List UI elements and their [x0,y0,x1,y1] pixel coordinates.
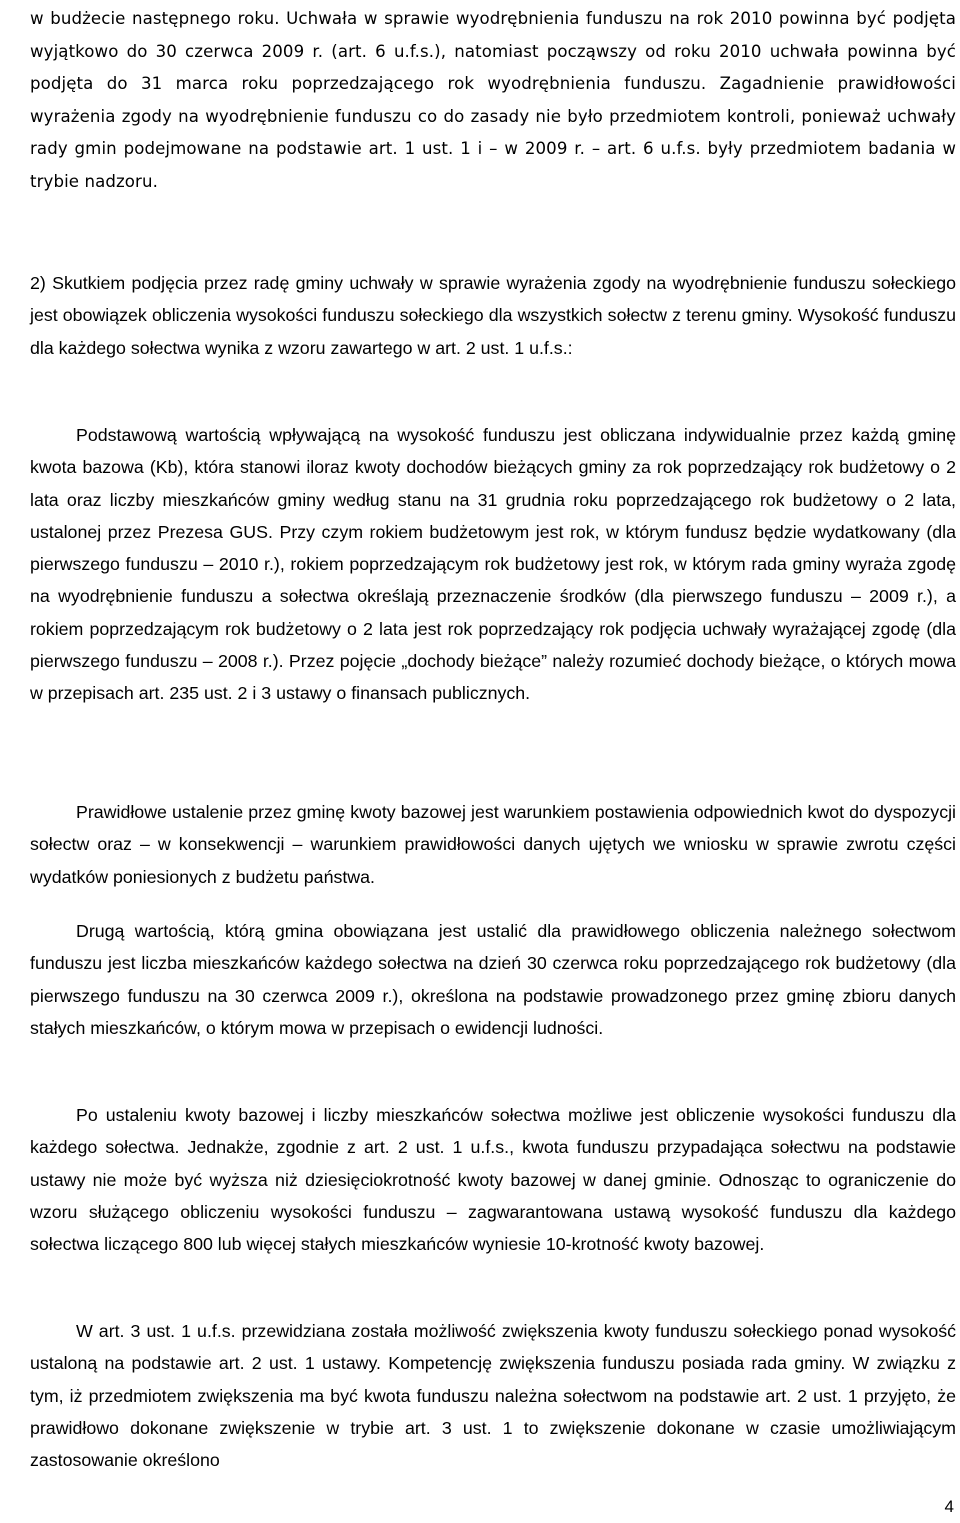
paragraph-residents-count: Drugą wartością, którą gmina obowiązana jest ustalić dla prawidłowego obliczenia należnego sołectwom funduszu jest liczba mieszkańców każdego sołectwa na dzień 30 czerwca roku poprzedzającego rok budżetowy (dla pierwszego funduszu na 30 czerwca 2009 r.), określona na podstawie prowadzonego przez gminę zbioru danych stałych mieszkańców, o którym mowa w przepisach o ewidencji ludności. [30,921,956,1038]
paragraph-fund-calculation: Po ustaleniu kwoty bazowej i liczby mieszkańców sołectwa możliwe jest obliczenie wysokości funduszu dla każdego sołectwa. Jednakże, zgodnie z art. 2 ust. 1 u.f.s., kwota funduszu przypadająca sołectwu na podstawie ustawy nie może być wyższa niż dziesięciokrotność kwoty bazowej w danej gminie. Odnosząc to ograniczenie do wzoru służącego obliczeniu wysokości funduszu – zagwarantowana ustawą wysokość funduszu dla każdego sołectwa liczącego 800 lub więcej stałych mieszkańców wyniesie 10-krotność kwoty bazowej. [30,1105,956,1255]
paragraph-section-2: 2) Skutkiem podjęcia przez radę gminy uchwały w sprawie wyrażenia zgody na wyodrębnienie funduszu sołeckiego jest obowiązek obliczenia wysokości funduszu sołeckiego dla wszystkich sołectw z terenu gminy. Wysokość funduszu dla każdego sołectwa wynika z wzoru zawartego w art. 2 ust. 1 u.f.s.: [30,273,956,358]
paragraph-fund-increase: W art. 3 ust. 1 u.f.s. przewidziana została możliwość zwiększenia kwoty funduszu sołeckiego ponad wysokość ustaloną na podstawie art. 2 ust. 1 ustawy. Kompetencję zwiększenia funduszu posiada rada gminy. W związku z tym, iż przedmiotem zwiększenia ma być kwota funduszu należna sołectwom na podstawie art. 2 ust. 1 przyjęto, że prawidłowo dokonane zwiększenie w trybie art. 3 ust. 1 to zwiększenie dokonane w czasie umożliwiającym zastosowanie określono [30,1321,956,1471]
paragraph-base-amount: Podstawową wartością wpływającą na wysokość funduszu jest obliczana indywidualnie przez każdą gminę kwota bazowa (Kb), która stanowi iloraz kwoty dochodów bieżących gminy za rok poprzedzający rok budżetowy o 2 lata oraz liczby mieszkańców gminy według stanu na 31 grudnia roku poprzedzającego rok budżetowy o 2 lata, ustalonej przez Prezesa GUS. Przy czym rokiem budżetowym jest rok, w którym fundusz będzie wydatkowany (dla pierwszego funduszu – 2010 r.), rokiem poprzedzającym rok budżetowy jest rok, w którym rada gminy wyraża zgodę na wyodrębnienie funduszu a sołectwa określają przeznaczenie środków (dla pierwszego funduszu – 2009 r.), a rokiem poprzedzającym rok budżetowy o 2 lata jest rok poprzedzający rok podjęcia uchwały wyrażającej zgodę (dla pierwszego funduszu – 2008 r.). Przez pojęcie „dochody bieżące” należy rozumieć dochody bieżące, o których mowa w przepisach art. 235 ust. 2 i 3 ustawy o finansach publicznych. [30,425,956,704]
paragraph-correct-base-amount: Prawidłowe ustalenie przez gminę kwoty bazowej jest warunkiem postawienia odpowiednich kwot do dyspozycji sołectw oraz – w konsekwencji – warunkiem prawidłowości danych ujętych we wniosku w sprawie zwrotu części wydatków poniesionych z budżetu państwa. [30,802,956,887]
paragraph-intro-continued: w budżecie następnego roku. Uchwała w sprawie wyodrębnienia funduszu na rok 2010 powinna być podjęta wyjątkowo do 30 czerwca 2009 r. (art. 6 u.f.s.), natomiast począwszy od roku 2010 uchwała powinna być podjęta do 31 marca roku poprzedzającego rok wyodrębnienia funduszu. Zagadnienie prawidłowości wyrażenia zgody na wyodrębnienie funduszu co do zasady nie było przedmiotem kontroli, ponieważ uchwały rady gmin podejmowane na podstawie art. 1 ust. 1 i – w 2009 r. – art. 6 u.f.s. były przedmiotem badania w trybie nadzoru. [30,9,956,191]
page-number: 4 [944,1497,954,1516]
